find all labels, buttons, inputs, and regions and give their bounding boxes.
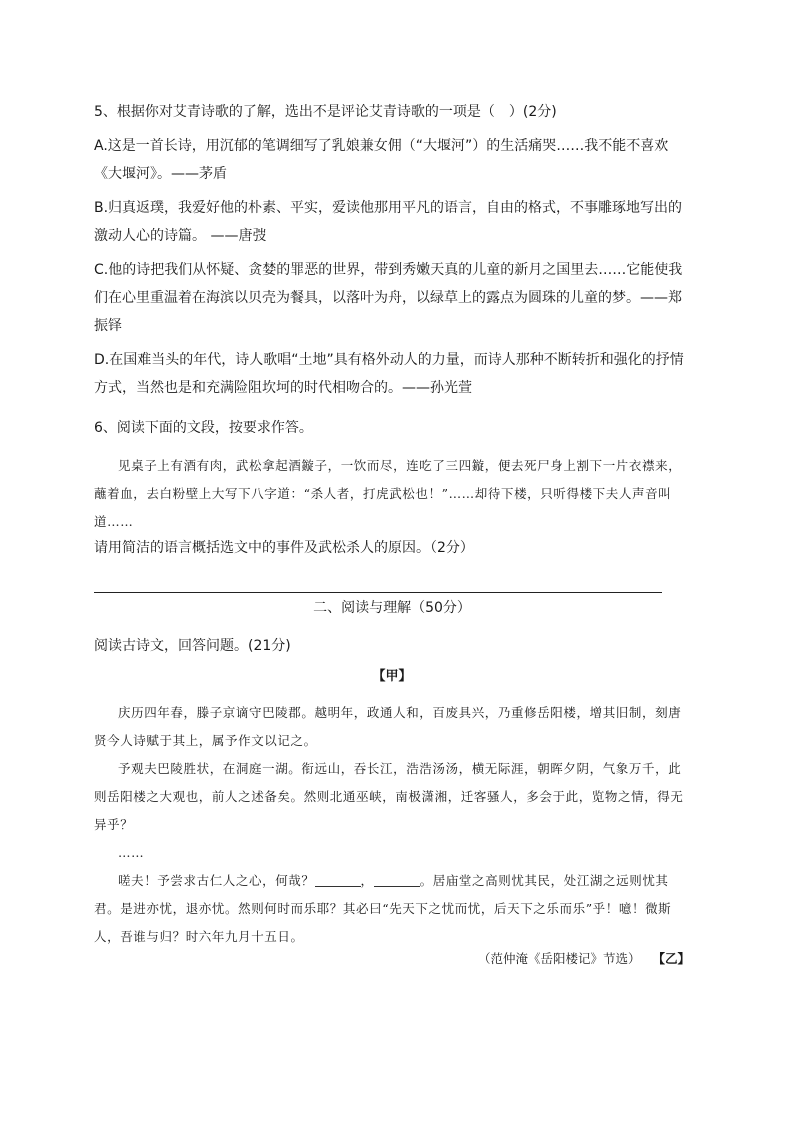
question-5-stem: 5、根据你对艾青诗歌的了解，选出不是评论艾青诗歌的一项是（ ）(2分) xyxy=(94,104,557,120)
question-5 xyxy=(94,98,690,402)
label-yi: 【乙】 xyxy=(652,951,690,966)
section-2-title: 二、阅读与理解（50分） xyxy=(313,600,471,616)
section-2-intro: 阅读古诗文，回答问题。(21分) xyxy=(94,638,291,654)
answer-line xyxy=(94,592,662,593)
question-6-stem: 6、阅读下面的文段，按要求作答。 xyxy=(94,420,313,436)
classical-paragraph-3 xyxy=(94,867,694,951)
question-6-excerpt xyxy=(94,452,694,536)
source-citation: （范仲淹《岳阳楼记》节选） xyxy=(477,951,641,966)
classical-text-jia xyxy=(94,699,694,951)
paragraph-3-part-2: 。居庙堂之高则忧其民，处江湖之远则忧其君。是进亦忧，退亦忧。然则何时而乐耶？其必曰“先天下之忧而忧，后天下之乐而乐”乎！噫！微斯人，吾谁与归？时六年九月十五日。 xyxy=(94,873,672,944)
classical-ellipsis: …… xyxy=(118,845,145,860)
paragraph-3-part-1: 嗟夫！予尝求古仁人之心，何哉？ xyxy=(118,873,315,888)
label-jia: 【甲】 xyxy=(372,669,412,684)
question-5-option-d: D.在国难当头的年代，诗人歌唱“土地”具有格外动人的力量，而诗人那种不断转折和强化的抒情方式，当然也是和充满险阻坎坷的时代相吻合的。——孙光萱 xyxy=(94,352,684,396)
question-5-option-c: C.他的诗把我们从怀疑、贪婪的罪恶的世界，带到秀嫩天真的儿童的新月之国里去……它能使我们在心里重温着在海滨以贝壳为餐具，以落叶为舟，以绿草上的露点为圆珠的儿童的梦。——郑振铎 xyxy=(94,262,683,334)
source-line xyxy=(94,946,690,972)
question-6-prompt: 请用简洁的语言概括选文中的事件及武松杀人的原因。（2分） xyxy=(94,540,474,556)
fill-blank-2[interactable] xyxy=(374,872,420,887)
fill-blank-1[interactable] xyxy=(315,872,361,887)
question-5-option-b: B.归真返璞，我爱好他的朴素、平实，爱读他那用平凡的语言，自由的格式，不事雕琢地写出的激动人心的诗篇。 ——唐弢 xyxy=(94,200,683,244)
classical-paragraph-2: 予观夫巴陵胜状，在洞庭一湖。衔远山，吞长江，浩浩汤汤，横无际涯，朝晖夕阴，气象万千，此则岳阳楼之大观也，前人之述备矣。然则北通巫峡，南极潇湘，迁客骚人，多会于此，览物之情，得无异乎？ xyxy=(94,761,684,832)
classical-paragraph-1: 庆历四年春，滕子京谪守巴陵郡。越明年，政通人和，百废具兴，乃重修岳阳楼，增其旧制，刻唐贤今人诗赋于其上，属予作文以记之。 xyxy=(94,705,682,748)
question-5-option-a: A.这是一首长诗，用沉郁的笔调细写了乳娘兼女佣（“大堰河”）的生活痛哭……我不能不喜欢《大堰河》。——茅盾 xyxy=(94,138,669,182)
excerpt-text: 见桌子上有酒有肉，武松拿起酒鏇子，一饮而尽，连吃了三四鏇，便去死尸身上割下一片衣襟来，蘸着血，去白粉壁上大写下八字道：“杀人者，打虎武松也！”……却待下楼，只听得楼下夫人声音叫道…… xyxy=(94,458,682,529)
paragraph-3-separator: ， xyxy=(360,873,374,888)
